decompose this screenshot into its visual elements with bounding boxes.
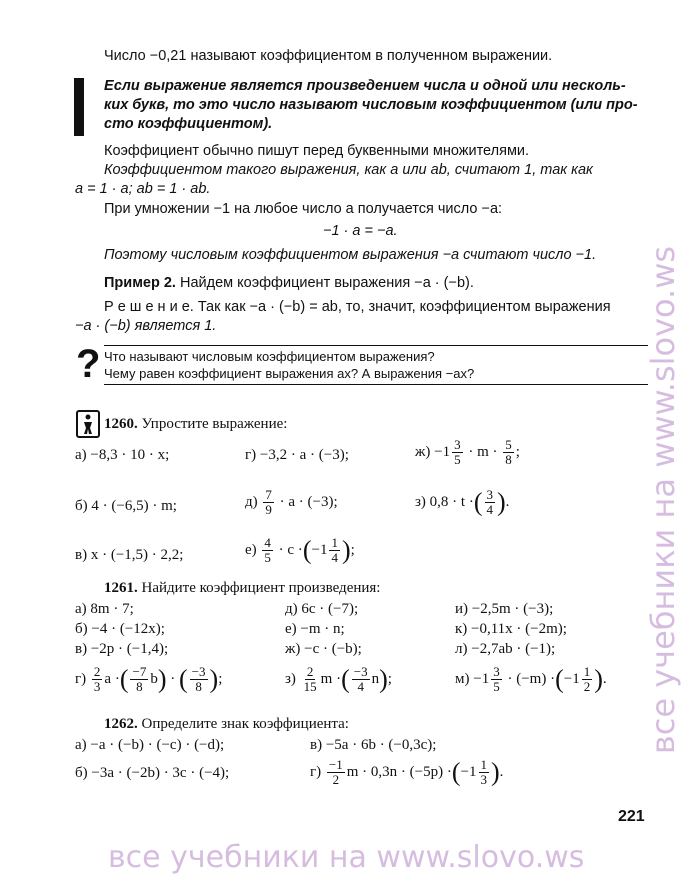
fraction [302,665,319,694]
fraction [92,665,103,694]
ex1262-g-prefix: г) [310,763,322,780]
solution-text-a: Так как −a · (−b) = ab, то, значит, коэффициентом выражения [197,299,611,315]
numerator: −3 [191,664,206,679]
ex1261-g-b: b [150,670,158,687]
denominator: 8 [195,679,202,694]
numerator: −3 [353,664,368,679]
ex1262-g-int: −1 [460,763,477,780]
fraction [479,758,490,787]
ex1260-g: г) −3,2 · a · (−3); [245,447,349,463]
example-label: Пример 2. [104,275,176,291]
numerator: 1 [331,535,338,550]
numerator: 3 [454,437,461,452]
fraction [130,665,148,694]
denominator: 5 [264,550,271,565]
ex1260-header [104,416,287,433]
ex1260-d [245,488,338,517]
exercise-marker-icon [76,410,100,438]
watermark-bottom: все учебники на www.slovo.ws [108,840,585,875]
theory-paragraph-1: Коэффициент обычно пишут перед буквенными множителями. [104,143,530,159]
example-text: Найдем коэффициент выражения −a · (−b). [180,275,474,291]
theory-paragraph-2a: Коэффициентом такого выражения, как a или ab, считают 1, так как [104,162,593,178]
rule-line-1: Если выражение является произведением числа и одной или несколь- [104,78,626,94]
fraction [503,438,514,467]
fraction [263,488,274,517]
ex1260-title: Упростите выражение: [141,416,288,432]
ex1261-header [104,580,380,597]
ex1261-z-prefix: з) [285,670,296,687]
ex1262-b: б) −3a · (−2b) · 3c · (−4); [75,765,230,781]
questions-top-rule [104,345,648,346]
ex1261-col3-0: и) −2,5m · (−3); [455,601,554,617]
numerator: 7 [265,487,272,502]
figure-icon [78,412,98,436]
ex1260-z-prefix: з) 0,8 · t · [415,493,474,510]
ex1261-g-prefix: г) [75,670,87,687]
ex1261-col1-2: в) −2p · (−1,4); [75,641,169,657]
theory-paragraph-2b: a = 1 · a; ab = 1 · ab. [75,181,211,197]
theory-paragraph-4: Поэтому числовым коэффициентом выражения −a считают число −1. [104,247,597,263]
fraction [582,665,593,694]
ex1261-g: г) $\frac{2}{3}$ a ·( $\frac{-7}{8}$ b) · ( $\frac{-3}{8}$ ); [75,664,223,694]
ex1262-a: а) −a · (−b) · (−c) · (−d); [75,737,225,753]
denominator: 2 [332,772,340,787]
ex1261-col3-1: к) −0,11x · (−2m); [455,621,567,637]
question-mark-icon: ? [76,342,101,386]
ex1261-m-prefix: м) −1 [455,670,490,687]
ex1260-d-suffix: · a · (−3); [279,493,338,510]
denominator: 3 [93,679,101,694]
fraction [262,536,273,565]
numerator: −1 [328,757,343,772]
ex1261-col2-1: е) −m · n; [285,621,345,637]
ex1262-number: 1262. [104,716,138,732]
denominator: 5 [493,679,500,694]
ex1260-e-mid: · c · [278,541,303,558]
theory-paragraph-3: При умножении −1 на любое число a получается число −a: [104,201,503,217]
denominator: 4 [331,550,338,565]
rule-marker-bar [74,78,84,136]
ex1260-a: а) −8,3 · 10 · x; [75,447,170,463]
ex1260-number: 1260. [104,416,138,432]
denominator: 4 [357,679,364,694]
numerator: 3 [493,664,500,679]
solution-line-2: −a · (−b) является 1. [75,318,217,334]
denominator: 3 [480,772,487,787]
fraction [491,665,502,694]
denominator: 15 [303,679,317,694]
rule-line-2: ких букв, то это число называют числовым коэффициентом (или про- [104,97,638,113]
numerator: 3 [486,487,493,502]
ex1262-g: г) $\frac{-1}{2}$ m · 0,3n · (−5p) ·(−1 $\frac{1}{3}$ ). [310,757,504,787]
ex1261-z-m: m · [320,670,342,687]
ex1261-col2-2: ж) −c · (−b); [285,641,362,657]
solution-label: Р е ш е н и е. [104,299,194,315]
fraction [352,665,370,694]
denominator: 2 [583,679,591,694]
example-2 [104,275,474,291]
numerator: 1 [480,757,487,772]
denominator: 5 [454,452,461,467]
numerator: 5 [505,437,512,452]
ex1261-col1-1: б) −4 · (−12x); [75,621,165,637]
ex1261-z-n: n [371,670,380,687]
numerator: 2 [306,664,314,679]
ex1261-m-int: −1 [563,670,580,687]
ex1260-zh [415,438,520,467]
fraction [452,438,463,467]
fraction [190,665,208,694]
numerator: −7 [132,664,147,679]
ex1260-zh-end: ; [515,443,520,460]
ex1260-zh-prefix: ж) −1 [415,443,451,460]
ex1260-z: з) 0,8 · t ·( $\frac{3}{4}$ ). [415,487,510,517]
ex1262-title: Определите знак коэффициента: [141,716,349,732]
ex1261-col1-0: а) 8m · 7; [75,601,134,617]
ex1262-header [104,716,349,733]
ex1261-m-mid: · (−m) · [507,670,556,687]
fraction [327,758,345,787]
ex1261-number: 1261. [104,580,138,596]
denominator: 4 [486,502,493,517]
ex1261-g-a: a · [104,670,120,687]
ex1260-zh-mid: · m · [468,443,498,460]
ex1261-col2-0: д) 6c · (−7); [285,601,359,617]
theory-formula: −1 · a = −a. [323,223,398,239]
ex1260-v: в) x · (−1,5) · 2,2; [75,547,184,563]
numerator: 1 [583,664,591,679]
ex1262-v: в) −5a · 6b · (−0,3c); [310,737,437,753]
denominator: 8 [505,452,512,467]
ex1261-title: Найдите коэффициент произведения: [141,580,381,596]
denominator: 9 [265,502,272,517]
ex1260-e-int: −1 [311,541,328,558]
solution-line-1 [104,299,611,315]
ex1262-g-mid: m · 0,3n · (−5p) · [346,763,452,780]
fraction [329,536,340,565]
ex1260-d-prefix: д) [245,493,258,510]
numerator: 4 [264,535,271,550]
denominator: 8 [136,679,143,694]
ex1260-e-prefix: е) [245,541,257,558]
ex1261-col3-2: л) −2,7ab · (−1); [455,641,556,657]
questions-bottom-rule [104,384,648,385]
watermark-vertical-text: все учебники на www.slovo.ws [644,245,682,755]
page-number: 221 [618,808,645,825]
watermark-vertical [633,130,693,870]
ex1261-z: з) $\frac{2}{15}$ m ·( $\frac{-3}{4}$ n); [285,664,392,694]
numerator: 2 [93,664,101,679]
ex1261-m: м) −1 $\frac{3}{5}$ · (−m) ·(−1 $\frac{1}{2}$ ). [455,664,607,694]
ex1260-b: б) 4 · (−6,5) · m; [75,498,177,514]
theory-line-1: Число −0,21 называют коэффициентом в полученном выражении. [104,48,553,64]
fraction [485,488,496,517]
question-2: Чему равен коэффициент выражения ax? А выражения −ax? [104,366,475,381]
rule-line-3: сто коэффициентом). [104,116,273,132]
ex1260-e: е) $\frac{4}{5}$ · c ·(−1 $\frac{1}{4}$ ); [245,535,355,565]
question-1: Что называют числовым коэффициентом выражения? [104,349,435,364]
